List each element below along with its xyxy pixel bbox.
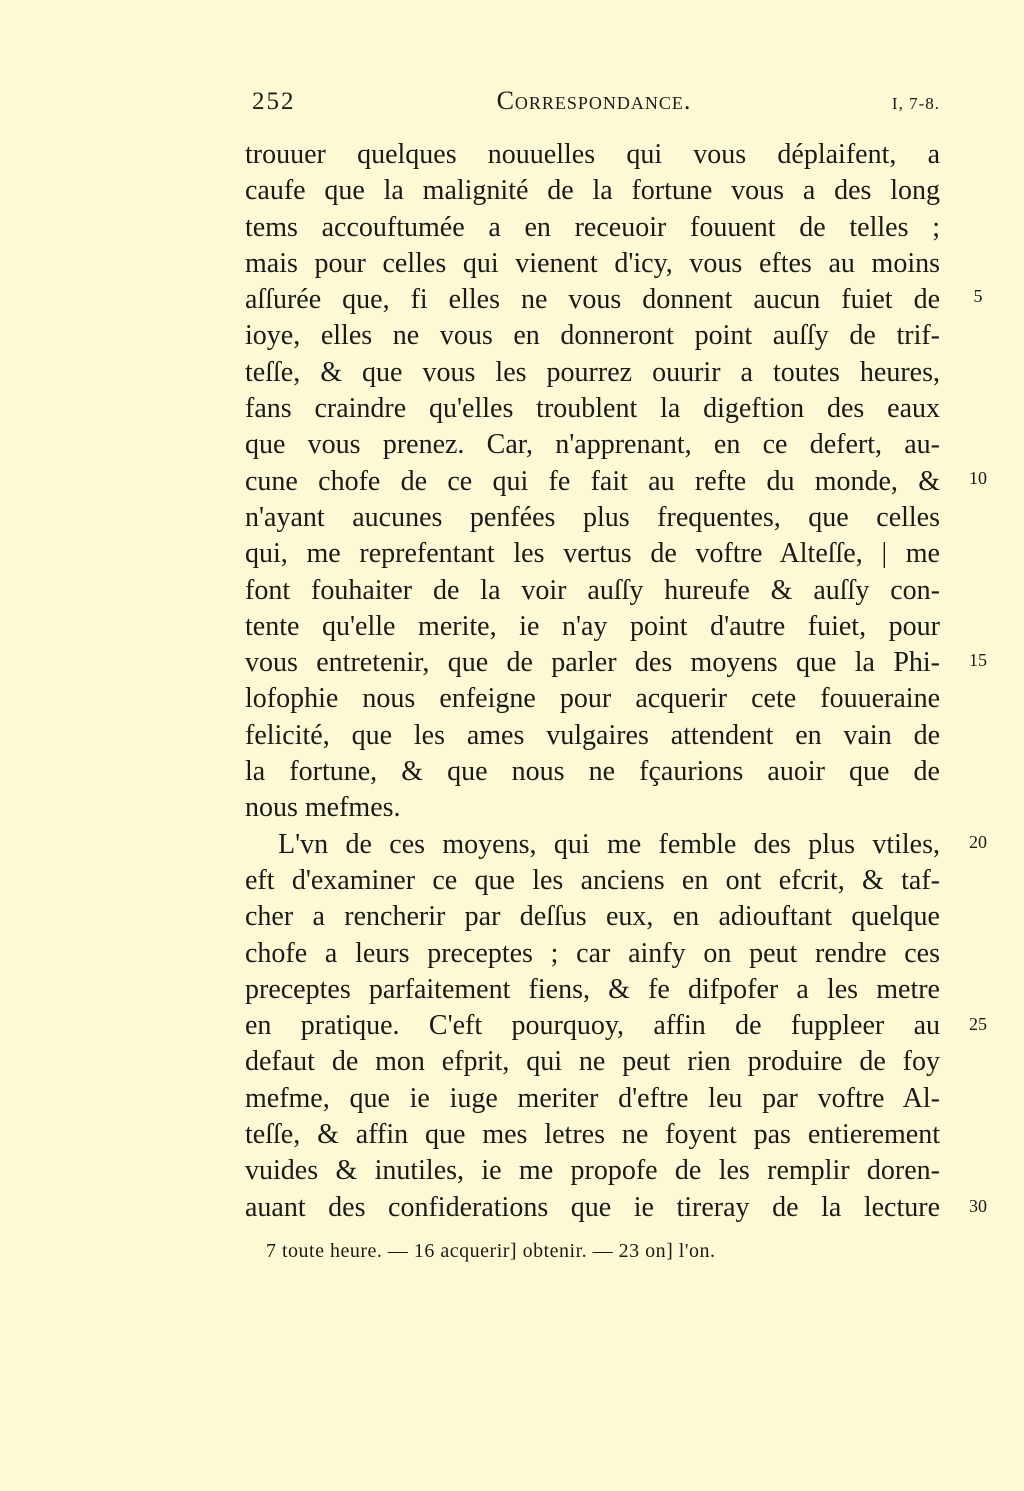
text-line: chofe a leurs preceptes ; car ainfy on peut rendre ces — [245, 937, 940, 969]
text-line: mais pour celles qui vienent d'icy, vous eftes au moins — [245, 247, 940, 279]
text-line: la fortune, & que nous ne fçaurions auoir que de — [245, 756, 940, 788]
text-line: qui, me reprefentant les vertus de voftre Alteſſe, | me — [245, 538, 940, 570]
text-line: caufe que la malignité de la fortune vous a des long — [245, 175, 940, 207]
line-number-10: 10 — [969, 468, 987, 488]
text-line: eft d'examiner ce que les anciens en ont efcrit, & taf- — [245, 864, 940, 896]
text-line: fans craindre qu'elles troublent la digeftion des eaux — [245, 393, 940, 425]
running-title: Correspondance. — [496, 86, 692, 115]
letter-body — [245, 137, 940, 1226]
footnote-variants: 7 toute heure. — 16 acquerir] obtenir. — 23 on] l'on. — [266, 1240, 716, 1262]
text-line: preceptes parfaitement fiens, & fe difpofer a les metre — [245, 973, 940, 1005]
text-line: defaut de mon efprit, qui ne peut rien produire de foy — [245, 1046, 940, 1078]
text-line: tems accouftumée a en receuoir fouuent de telles ; — [245, 211, 940, 243]
line-number-25: 25 — [969, 1014, 987, 1034]
text-line: teſſe, & que vous les pourrez ouurir a toutes heures, — [245, 356, 940, 388]
text-line: vuides & inutiles, ie me propofe de les remplir doren- — [245, 1155, 940, 1187]
text-line: cher a rencherir par deſſus eux, en adiouftant quelque — [245, 901, 940, 933]
text-line: font fouhaiter de la voir auſſy hureufe & auſſy con- — [245, 574, 940, 606]
line-number-20: 20 — [969, 832, 987, 852]
text-line: trouuer quelques nouuelles qui vous déplaifent, a — [245, 139, 940, 170]
text-line: tente qu'elle merite, ie n'ay point d'autre fuiet, pour — [245, 610, 940, 642]
text-line: cune chofe de ce qui fe fait au refte du monde, & — [245, 465, 940, 497]
section-reference: I, 7-8. — [891, 94, 940, 113]
line-number-15: 15 — [969, 650, 987, 670]
text-line: felicité, que les ames vulgaires attendent en vain de — [245, 719, 940, 751]
text-line: n'ayant aucunes penfées plus frequentes, que celles — [245, 501, 940, 533]
text-line: auant des confiderations que ie tireray de la lecture — [245, 1191, 940, 1223]
text-line: vous entretenir, que de parler des moyens que la Phi- — [245, 647, 940, 679]
text-line: mefme, que ie iuge meriter d'eftre leu par voftre Al- — [245, 1082, 940, 1114]
paragraph-end-line: nous mefmes. — [245, 792, 401, 824]
line-number-30: 30 — [969, 1196, 987, 1216]
line-number-5: 5 — [973, 286, 983, 306]
text-line: que vous prenez. Car, n'apprenant, en ce defert, au- — [245, 429, 940, 461]
text-line: teſſe, & affin que mes letres ne foyent pas entierement — [245, 1119, 940, 1151]
text-line: lofophie nous enfeigne pour acquerir cete fouueraine — [245, 683, 940, 715]
text-line: ioye, elles ne vous en donneront point auſſy de trif- — [245, 320, 940, 352]
paragraph-start-line: L'vn de ces moyens, qui me femble des plus vtiles, — [278, 828, 940, 860]
page-header — [248, 86, 940, 118]
text-line: en pratique. C'eft pourquoy, affin de fuppleer au — [245, 1010, 940, 1042]
page-number: 252 — [252, 88, 296, 115]
text-line: aſſurée que, fi elles ne vous donnent aucun fuiet de — [245, 284, 940, 316]
